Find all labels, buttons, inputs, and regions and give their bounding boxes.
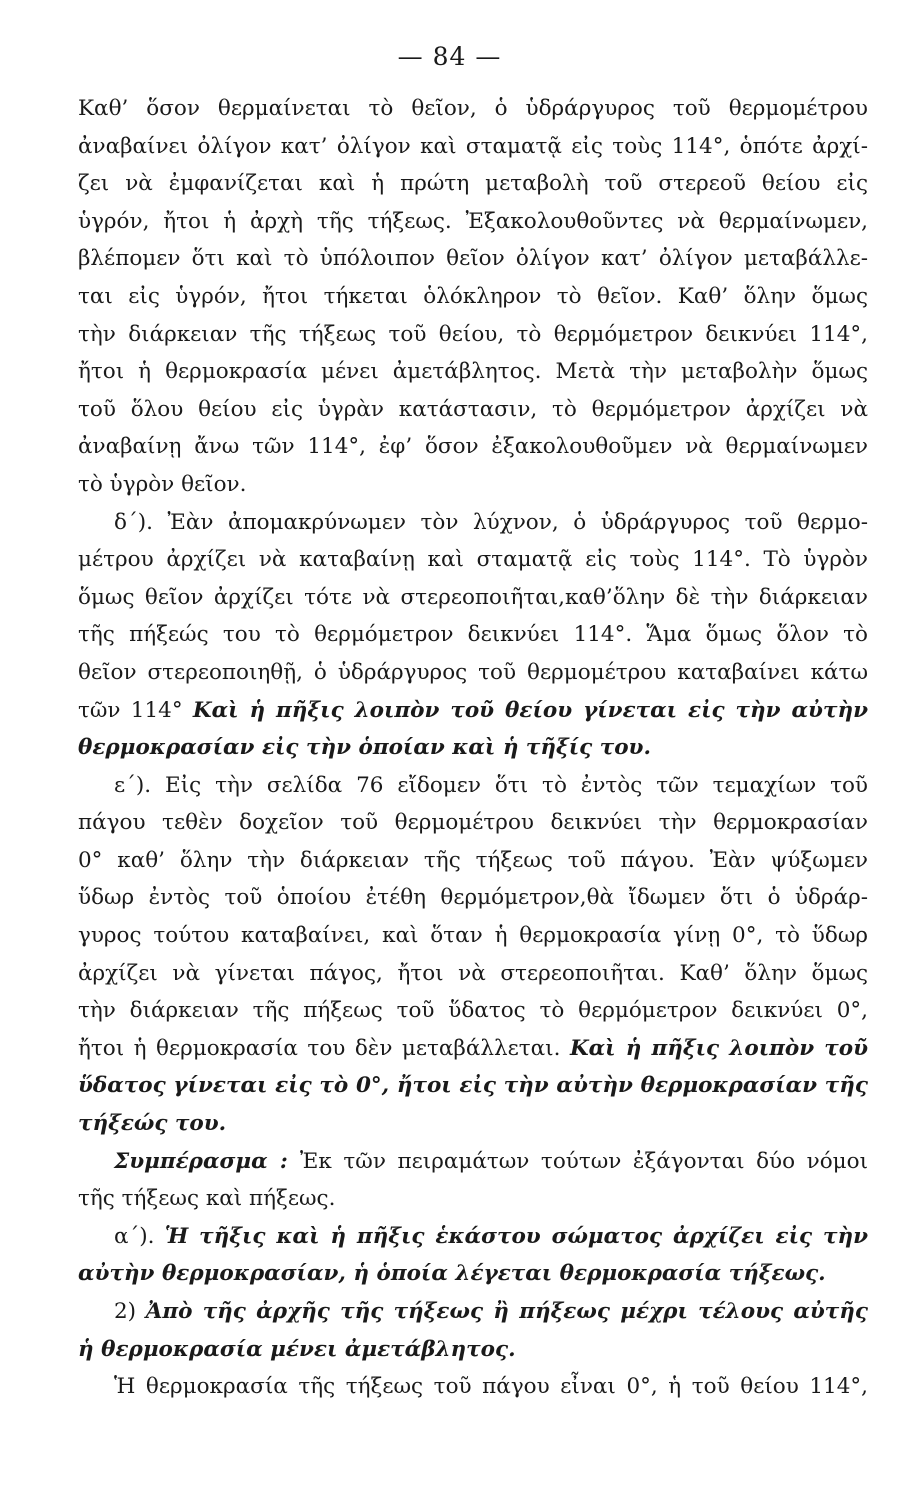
line-text: θεῖον στερεοποιηθῇ, ὁ ὑδράργυρος τοῦ θερμομέτρου καταβαίνει κάτω	[78, 659, 868, 685]
line-text: πάγου τεθὲν δοχεῖον τοῦ θερμομέτρου δεικνύει τὴν θερμοκρασίαν	[78, 810, 868, 836]
line-text: τῆς τήξεως καὶ πήξεως.	[78, 1186, 336, 1212]
line-text: τοῦ ὅλου θείου εἰς ὑγρὰν κατάστασιν, τὸ θερμόμετρον ἀρχίζει νὰ	[78, 396, 868, 422]
line-text: τὴν διάρκειαν τῆς τήξεως τοῦ θείου, τὸ θερμόμετρον δεικνύει 114°,	[78, 321, 868, 347]
text-line	[78, 203, 868, 241]
text-line	[78, 428, 868, 466]
line-text: Ἐκ τῶν πειραμάτων τούτων ἐξάγονται δύο νόμοι	[300, 1148, 868, 1174]
bold-italic-text: ἡ θερμοκρασία μένει ἀμετάβλητος.	[78, 1336, 516, 1362]
text-line	[78, 1105, 868, 1143]
line-text: ται εἰς ὑγρόν, ἤτοι τήκεται ὁλόκληρον τὸ θεῖον. Καθ’ ὅλην ὅμως	[78, 283, 868, 309]
text-line	[78, 1255, 868, 1293]
text-line	[78, 767, 868, 805]
text-line	[78, 278, 868, 316]
line-text: ἀναβαίνῃ ἄνω τῶν 114°, ἐφ’ ὅσον ἐξακολουθοῦμεν νὰ θερμαίνωμεν	[78, 434, 868, 460]
text-line	[78, 992, 868, 1030]
bold-italic-text: Ἀπὸ τῆς ἀρχῆς τῆς τήξεως ἢ πήξεως μέχρι τέλους αὐτῆς	[145, 1299, 868, 1324]
bold-italic-text: Καὶ ἡ πῆξις λοιπὸν τοῦ θείου γίνεται εἰς τὴν αὐτὴν	[192, 697, 868, 723]
text-line	[78, 466, 868, 504]
text-line	[78, 165, 868, 203]
text-line	[78, 579, 868, 617]
body-text	[78, 90, 868, 1406]
bold-italic-text: Ἡ τῆξις καὶ ἡ πῆξις ἑκάστου σώματος ἀρχίζει εἰς τὴν	[164, 1223, 868, 1249]
line-text: ἤτοι ἡ θερμοκρασία του δὲν μεταβάλλεται.	[78, 1035, 570, 1061]
text-line	[78, 917, 868, 955]
line-text: Ἡ θερμοκρασία τῆς τήξεως τοῦ πάγου εἶναι 0°, ἡ τοῦ θείου 114°,	[114, 1374, 868, 1400]
text-line	[78, 729, 868, 767]
line-text: βλέπομεν ὅτι καὶ τὸ ὑπόλοιπον θεῖον ὀλίγον κατ’ ὀλίγον μεταβάλλε-	[78, 246, 868, 272]
line-text: 2)	[114, 1299, 146, 1324]
bold-italic-text: ὕδατος γίνεται εἰς τὸ 0°, ἤτοι εἰς τὴν αὐτὴν θερμοκρασίαν τῆς	[78, 1073, 868, 1099]
line-text: ὑγρόν, ἤτοι ἡ ἀρχὴ τῆς τήξεως. Ἐξακολουθοῦντες νὰ θερμαίνωμεν,	[78, 208, 868, 234]
bold-italic-heading: Συμπέρασμα :	[114, 1148, 301, 1174]
text-line	[78, 654, 868, 692]
text-line	[78, 504, 868, 542]
text-line	[78, 1331, 868, 1369]
text-line	[78, 804, 868, 842]
text-line	[78, 1293, 868, 1331]
text-line	[78, 391, 868, 429]
text-line	[78, 128, 868, 166]
line-text: τὴν διάρκειαν τῆς πήξεως τοῦ ὕδατος τὸ θερμόμετρον δεικνύει 0°,	[78, 998, 868, 1024]
line-text: ἀρχίζει νὰ γίνεται πάγος, ἤτοι νὰ στερεοποιῆται. Καθ’ ὅλην ὅμως	[78, 960, 868, 986]
bold-italic-text: τήξεώς του.	[78, 1111, 227, 1137]
line-text: ἤτοι ἡ θερμοκρασία μένει ἀμετάβλητος. Μετὰ τὴν μεταβολὴν ὅμως	[78, 359, 868, 385]
line-text: τῶν 114°	[78, 697, 193, 723]
line-text: ἀναβαίνει ὀλίγον κατ’ ὀλίγον καὶ σταματᾷ εἰς τοὺς 114°, ὁπότε ἀρχί-	[78, 133, 868, 159]
text-line	[78, 1368, 868, 1406]
line-text: μέτρου ἀρχίζει νὰ καταβαίνῃ καὶ σταματᾷ εἰς τοὺς 114°. Τὸ ὑγρὸν	[78, 547, 868, 573]
text-line	[78, 1067, 868, 1105]
text-line	[78, 353, 868, 391]
text-line	[78, 240, 868, 278]
line-text: ζει νὰ ἐμφανίζεται καὶ ἡ πρώτη μεταβολὴ τοῦ στερεοῦ θείου εἰς	[78, 171, 868, 197]
line-text: γυρος τούτου καταβαίνει, καὶ ὅταν ἡ θερμοκρασία γίνῃ 0°, τὸ ὕδωρ	[78, 923, 868, 949]
bold-italic-text: αὐτὴν θερμοκρασίαν, ἡ ὁποία λέγεται θερμοκρασία τήξεως.	[78, 1261, 826, 1287]
text-line	[78, 1143, 868, 1181]
text-line	[78, 842, 868, 880]
text-line	[78, 692, 868, 730]
line-text: τὸ ὑγρὸν θεῖον.	[78, 471, 247, 497]
bold-italic-text: Καὶ ἡ πῆξις λοιπὸν τοῦ	[569, 1035, 868, 1061]
text-line	[78, 316, 868, 354]
line-text: Καθ’ ὅσον θερμαίνεται τὸ θεῖον, ὁ ὑδράργυρος τοῦ θερμομέτρου	[78, 96, 868, 121]
line-text: 0° καθ’ ὅλην τὴν διάρκειαν τῆς τήξεως τοῦ πάγου. Ἐὰν ψύξωμεν	[78, 847, 868, 873]
page-number: — 84 —	[397, 42, 502, 71]
bold-italic-text: θερμοκρασίαν εἰς τὴν ὁποίαν καὶ ἡ τῆξίς του.	[78, 735, 651, 761]
text-line	[78, 90, 868, 128]
text-line	[78, 879, 868, 917]
text-line	[78, 1030, 868, 1068]
text-line	[78, 541, 868, 579]
line-text: ὅμως θεῖον ἀρχίζει τότε νὰ στερεοποιῆται,καθ’ὅλην δὲ τὴν διάρκειαν	[78, 584, 868, 610]
line-text: α΄).	[114, 1223, 165, 1249]
text-line	[78, 616, 868, 654]
line-text: δ΄). Ἐὰν ἀπομακρύνωμεν τὸν λύχνον, ὁ ὑδράργυρος τοῦ θερμο-	[114, 509, 868, 535]
line-text: ε΄). Εἰς τὴν σελίδα 76 εἴδομεν ὅτι τὸ ἐντὸς τῶν τεμαχίων τοῦ	[114, 772, 868, 798]
text-line	[78, 1180, 868, 1218]
text-line	[78, 1218, 868, 1256]
text-line	[78, 955, 868, 993]
line-text: ὕδωρ ἐντὸς τοῦ ὁποίου ἐτέθη θερμόμετρον,θὰ ἴδωμεν ὅτι ὁ ὑδράρ-	[78, 885, 868, 911]
line-text: τῆς πήξεώς του τὸ θερμόμετρον δεικνύει 114°. Ἅμα ὅμως ὅλον τὸ	[78, 622, 868, 648]
